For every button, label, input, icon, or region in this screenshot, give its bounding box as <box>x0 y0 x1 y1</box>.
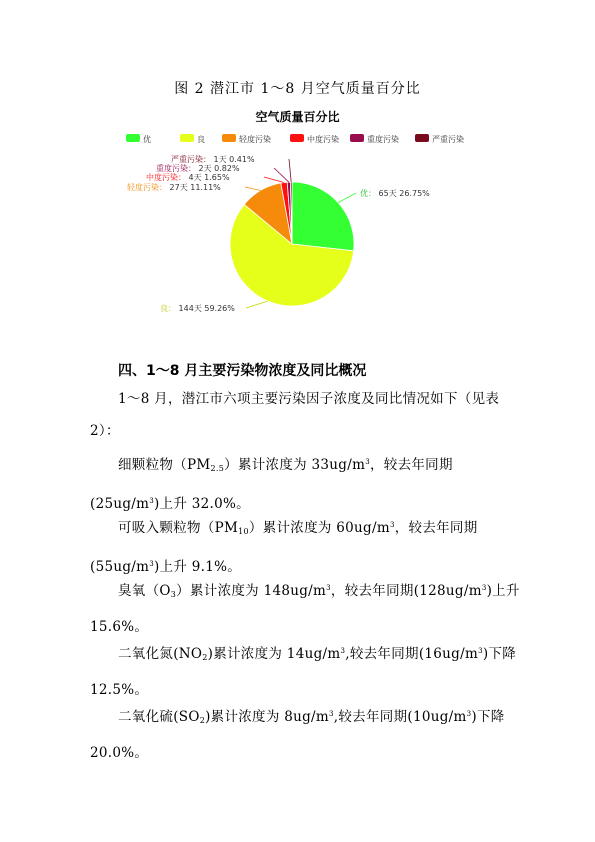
figure-caption: 图 2 潜江市 1～8 月空气质量百分比 <box>174 81 421 97</box>
pie-slices <box>230 182 354 306</box>
legend-label-3: 中度污染 <box>307 135 339 144</box>
legend-label-4: 重度污染 <box>367 135 399 144</box>
paragraph-so2: 二氧化硫$(SO_2)$累计浓度为 $8ug/m^3$,较去年同期$(10ug/m^3)$下降 20.0%。 <box>90 709 505 761</box>
legend-swatch-1 <box>180 134 194 142</box>
air-quality-pie-chart <box>0 128 595 328</box>
slice-label-5: 严重污染： 1天 0.41% <box>171 155 255 164</box>
leader-line-2 <box>245 187 261 191</box>
legend-label-5: 严重污染 <box>432 135 464 144</box>
leader-line-1 <box>246 301 268 308</box>
leader-line-3 <box>264 177 284 183</box>
legend-swatch-3 <box>290 134 304 142</box>
slice-label-2: 轻度污染： 27天 11.11% <box>127 183 221 192</box>
intro-text: 1～8 月，潜江市六项主要污染因子浓度及同比情况如下（见表 2）： <box>90 391 500 439</box>
legend-swatch-0 <box>126 134 140 142</box>
slice-label-4: 重度污染： 2天 0.82% <box>156 164 240 173</box>
paragraph-no2: 二氧化氮$(NO_2)$累计浓度为 $14ug/m^3$,较去年同期$(16ug/m^3)$下降 12.5%。 <box>90 646 516 698</box>
leader-line-5 <box>289 159 291 182</box>
paragraph-o3: 臭氧$(O_3)$累计浓度为 $148ug/m^3$，较去年同期$(128ug/m^3)$上升 15.6%。 <box>90 583 520 635</box>
paragraph-pm25: 细颗粒物$(PM_{2.5})$累计浓度为 $33ug/m^3$，较去年同期$(25ug/m^3)$上升 32.0%。 <box>90 457 453 512</box>
legend-label-0: 优 <box>143 135 151 144</box>
leader-line-0 <box>338 193 356 203</box>
legend-swatch-5 <box>415 134 429 142</box>
legend-swatch-4 <box>350 134 364 142</box>
slice-label-0: 优： 65天 26.75% <box>360 189 430 198</box>
chart-title: 空气质量百分比 <box>255 110 340 124</box>
legend-swatch-2 <box>222 134 236 142</box>
slice-label-3: 中度污染： 4天 1.65% <box>146 173 230 182</box>
legend-label-1: 良 <box>197 135 205 144</box>
paragraph-pm10: 可吸入颗粒物$(PM_{10})$累计浓度为 $60ug/m^3$，较去年同期$(55ug/m^3)$上升 9.1%。 <box>90 520 478 575</box>
legend-label-2: 轻度污染 <box>239 135 271 144</box>
slice-label-1: 良： 144天 59.26% <box>160 304 235 313</box>
pie-slice-0 <box>292 182 354 251</box>
paragraph-intro <box>90 383 520 447</box>
chart-legend <box>126 134 464 144</box>
section-heading: 四、1～8 月主要污染物浓度及同比概况 <box>118 363 367 379</box>
